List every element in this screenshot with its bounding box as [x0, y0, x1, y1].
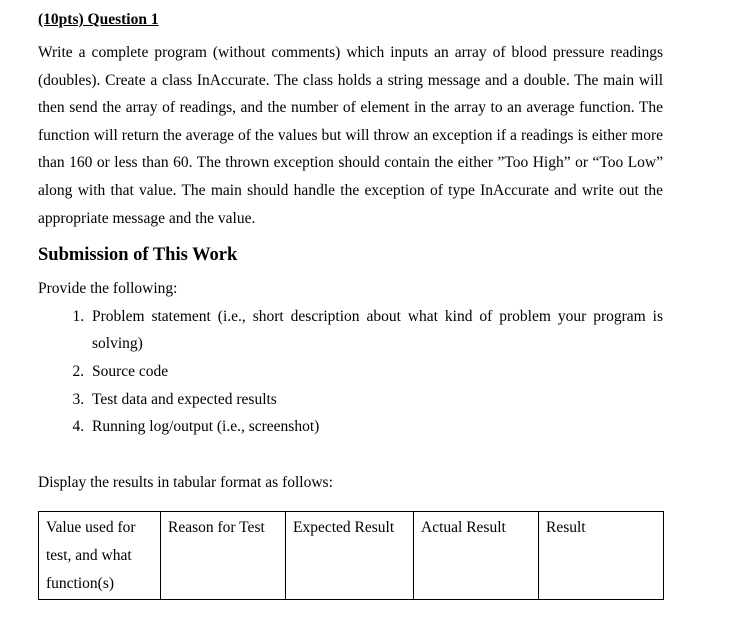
table-header-result: Result: [539, 512, 664, 600]
display-results-label: Display the results in tabular format as follows:: [38, 473, 333, 491]
provide-label: Provide the following:: [38, 280, 178, 298]
submission-heading: Submission of This Work: [38, 245, 238, 266]
table-header-row: [39, 512, 664, 600]
list-item-problem-statement: 1. Problem statement (i.e., short description about what kind of problem your program is solving): [88, 303, 663, 358]
table-header-reason: Reason for Test: [161, 512, 286, 600]
list-item-running-log: 4. Running log/output (i.e., screenshot): [88, 413, 663, 441]
results-table: [38, 511, 664, 600]
table-header-expected-result: Expected Result: [286, 512, 414, 600]
requirements-list: [38, 303, 663, 441]
list-item-source-code: 2. Source code: [88, 358, 663, 386]
list-item-test-data: 3. Test data and expected results: [88, 386, 663, 414]
table-header-actual-result: Actual Result: [414, 512, 539, 600]
question-paragraph: Write a complete program (without comments) which inputs an array of blood pressure readings (doubles). Create a class InAccurate. The class holds a string message and a double. The main will then send the array of readings, and the number of element in the array to an average function. The function will return the average of the values but will throw an exception if a readings is either more than 160 or less than 60. The thrown exception should contain the either ”Too High” or “Too Low” along with that value. The main should handle the exception of type InAccurate and write out the appropriate message and the value.: [38, 44, 663, 227]
question-title: (10pts) Question 1: [38, 11, 159, 28]
table-header-value-used: Value used for test, and what function(s): [39, 512, 161, 600]
